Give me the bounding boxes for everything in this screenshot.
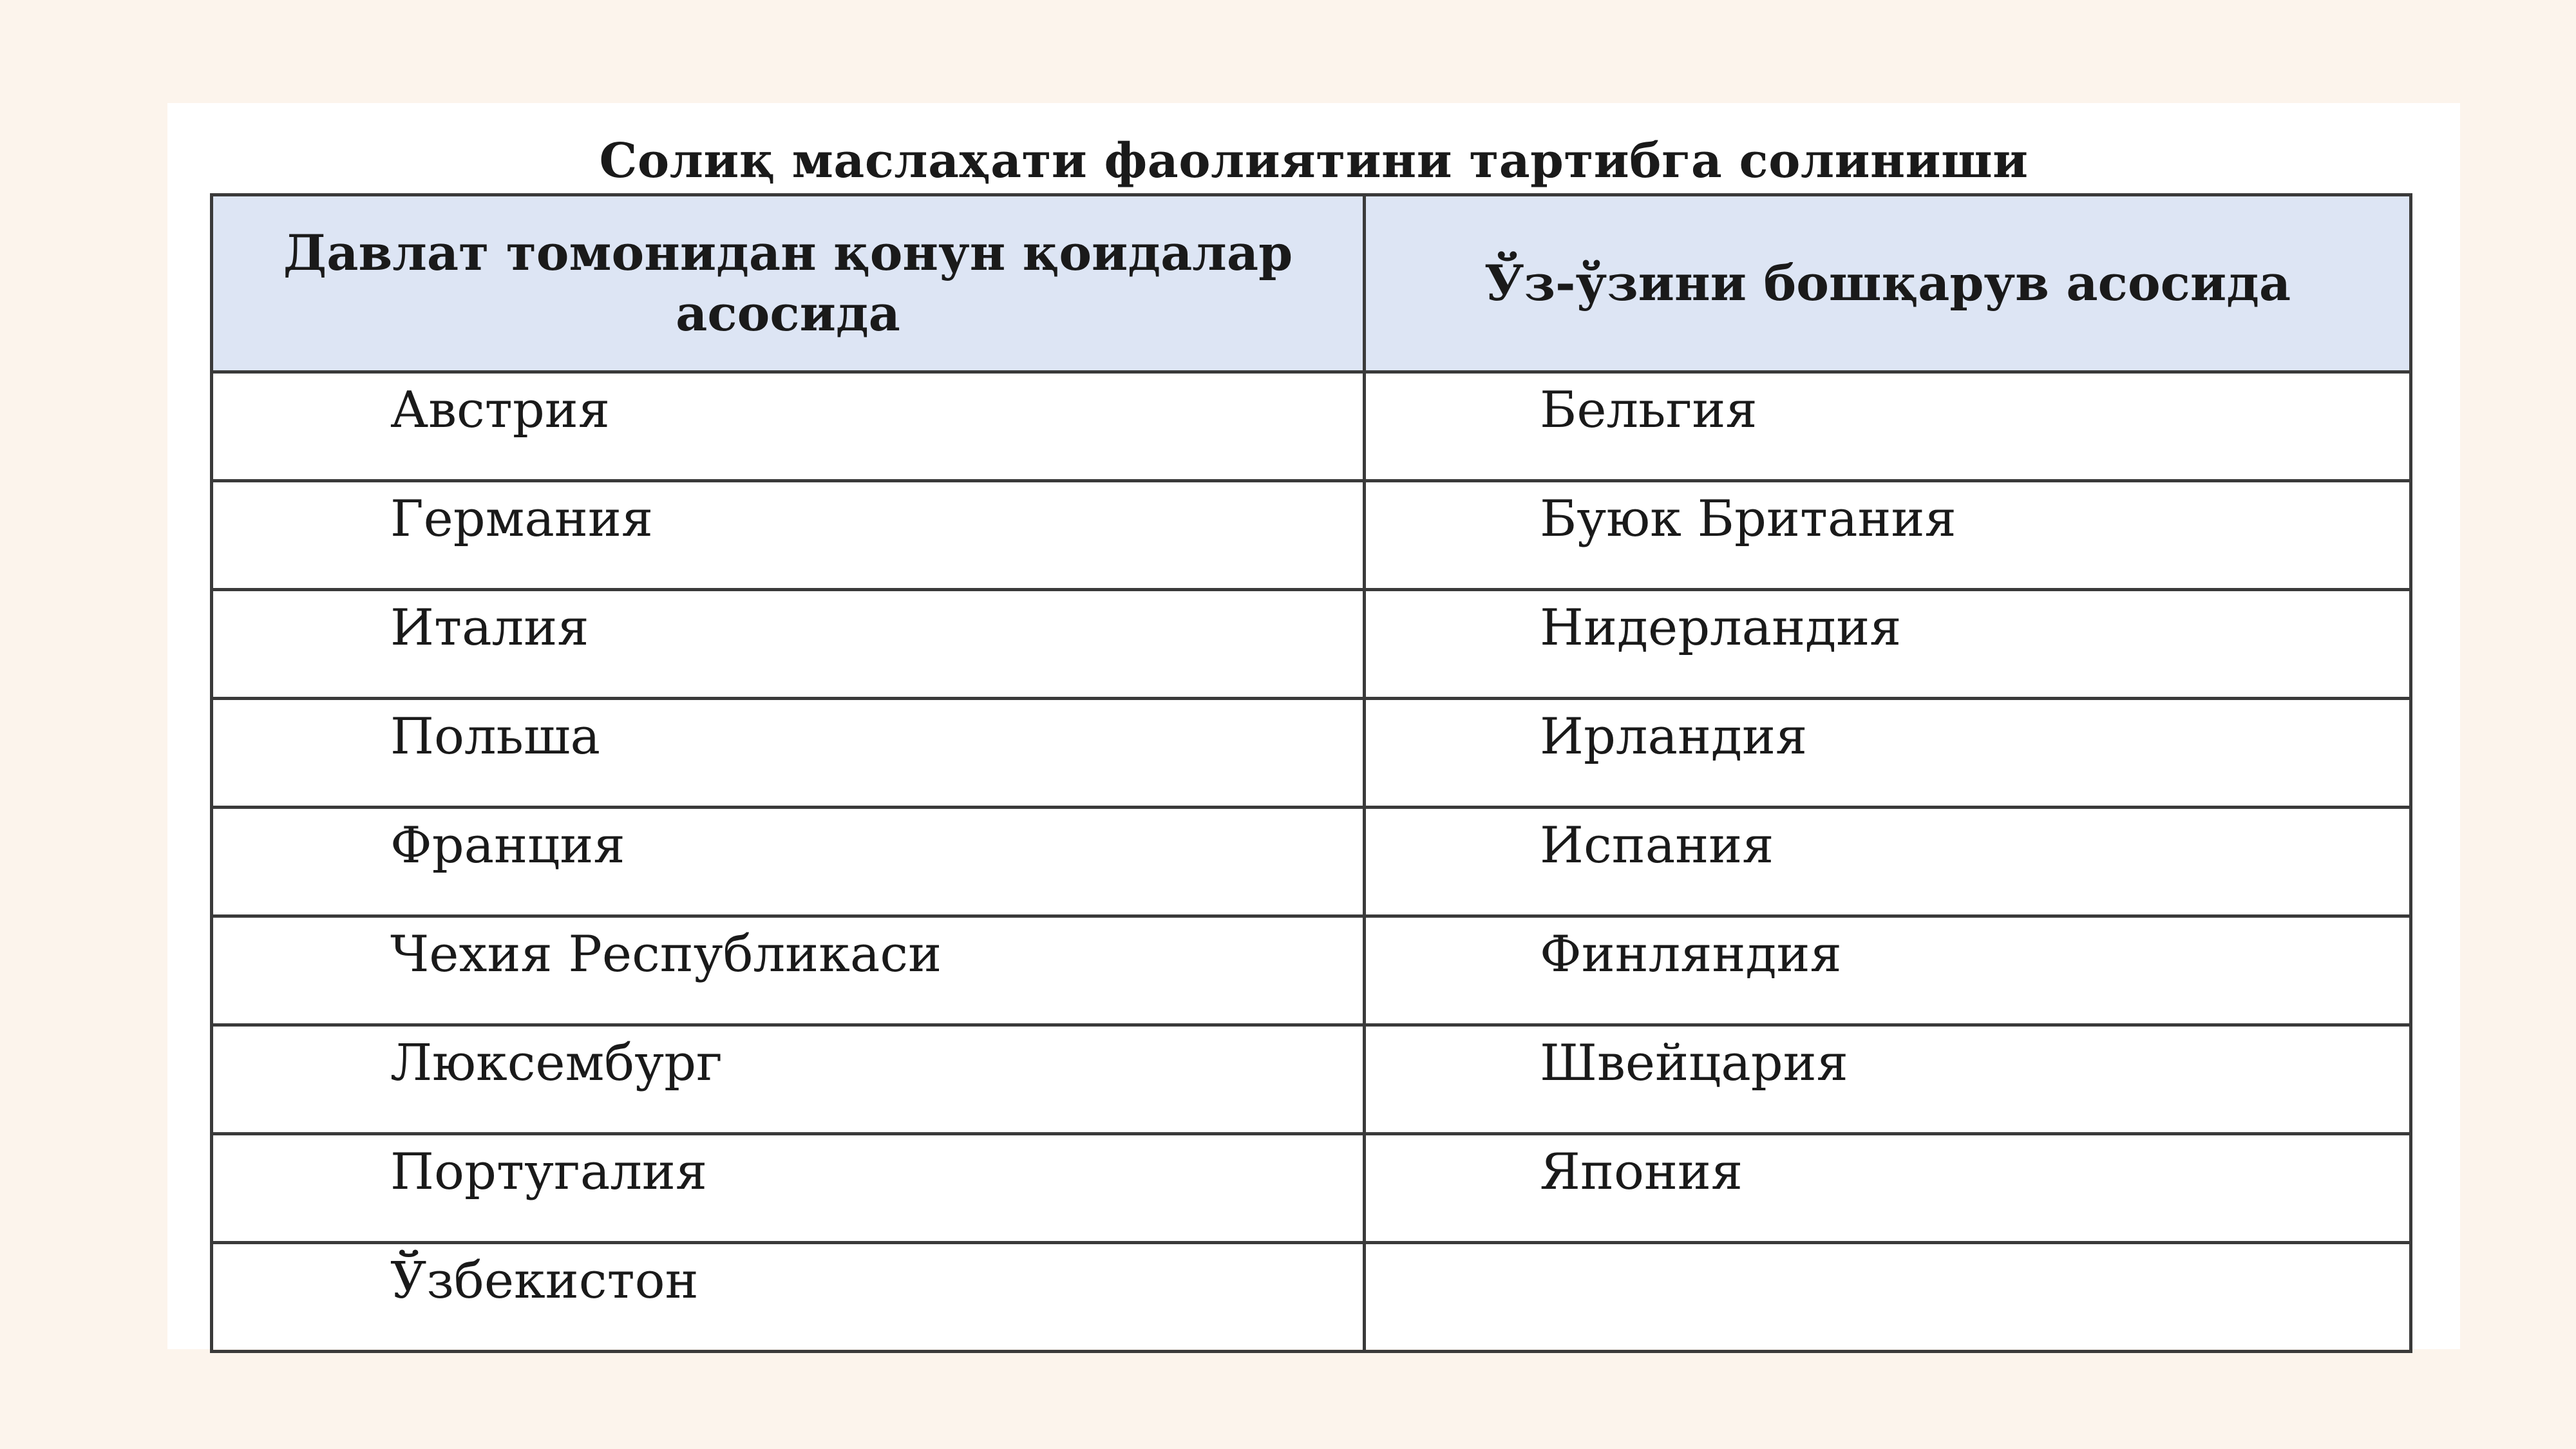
column-header-state-regulation: Давлат томонидан қонун қоидалар асосида [212, 195, 1365, 372]
table-row [212, 1025, 2411, 1134]
table-cell: Австрия [212, 372, 1365, 481]
table-row [212, 808, 2411, 916]
table-cell: Швейцария [1365, 1025, 2411, 1134]
table-cell: Германия [212, 481, 1365, 590]
table-cell: Чехия Республикаси [212, 916, 1365, 1025]
table-cell: Испания [1365, 808, 2411, 916]
header-row [212, 195, 2411, 372]
table-cell [1365, 1243, 2411, 1352]
table-title: Солиқ маслаҳати фаолиятини тартибга солиниши [599, 133, 2029, 189]
document-card [167, 103, 2460, 1349]
table-cell: Италия [212, 590, 1365, 699]
countries-table [210, 193, 2412, 1353]
table-cell: Бельгия [1365, 372, 2411, 481]
column-header-self-regulation: Ўз-ўзини бошқарув асосида [1365, 195, 2411, 372]
table-row [212, 916, 2411, 1025]
table-cell: Финляндия [1365, 916, 2411, 1025]
table-row [212, 590, 2411, 699]
table-cell: Франция [212, 808, 1365, 916]
table-row [212, 372, 2411, 481]
table-cell: Буюк Британия [1365, 481, 2411, 590]
table-row [212, 1243, 2411, 1352]
table-cell: Польша [212, 699, 1365, 808]
table-cell: Португалия [212, 1134, 1365, 1243]
table-cell: Ўзбекистон [212, 1243, 1365, 1352]
table-cell: Люксембург [212, 1025, 1365, 1134]
table-row [212, 699, 2411, 808]
table-cell: Япония [1365, 1134, 2411, 1243]
table-cell: Ирландия [1365, 699, 2411, 808]
table-cell: Нидерландия [1365, 590, 2411, 699]
table-row [212, 481, 2411, 590]
table-row [212, 1134, 2411, 1243]
